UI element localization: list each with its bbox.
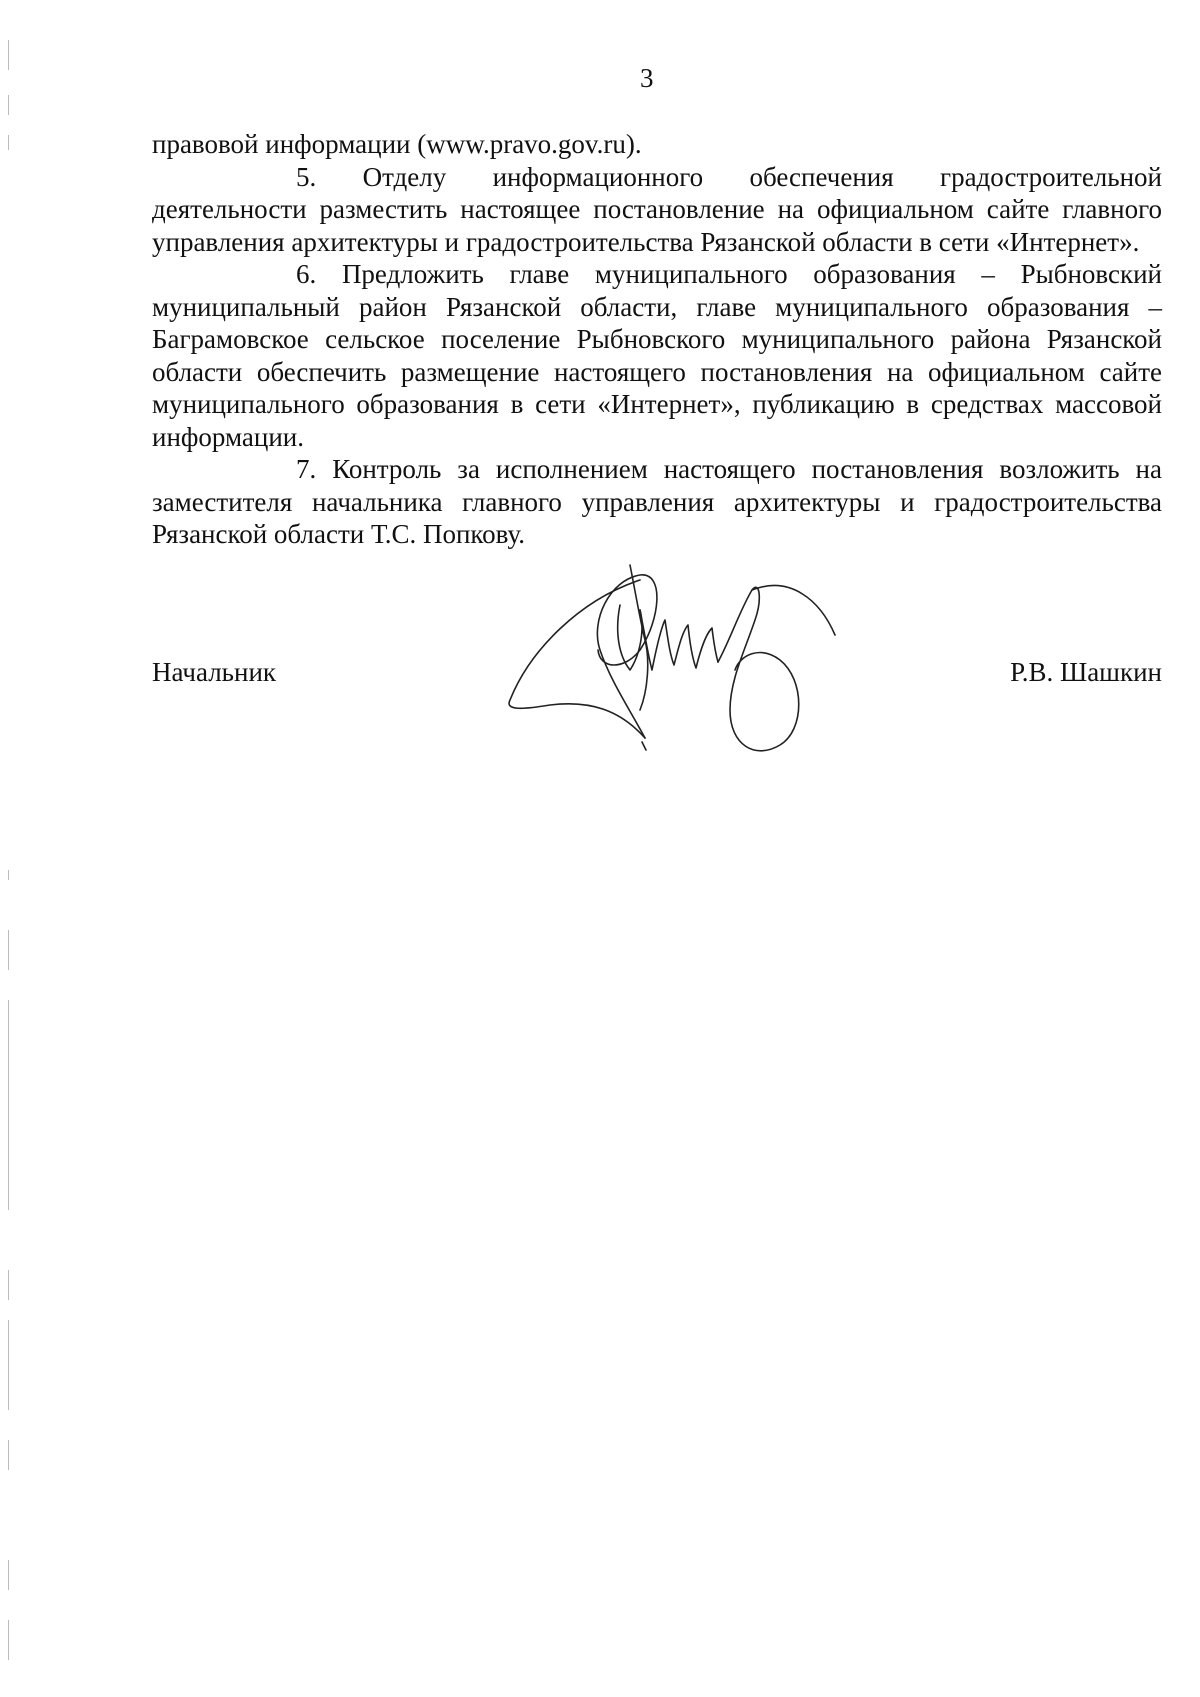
signatory-title: Начальник: [152, 657, 277, 687]
paragraph-number: 7.: [296, 454, 317, 484]
paragraph-text: Контроль за исполнением настоящего постановления возложить на заместителя начальника главного управления архитектуры и градостроительства Рязанской области Т.С. Попкову.: [152, 454, 1162, 549]
signature-block: [152, 656, 1162, 696]
page-number: 3: [640, 63, 654, 93]
paragraph-6: [152, 258, 1162, 453]
continuation-line: правовой информации (www.pravo.gov.ru).: [152, 129, 642, 159]
signatory-name: Р.В. Шашкин: [1010, 657, 1162, 687]
paragraph-text: Отделу информационного обеспечения градостроительной деятельности разместить настоящее постановление на официальном сайте главного управления архитектуры и градостроительства Рязанской области в сети «Интернет».: [152, 161, 1162, 257]
paragraph-7: [152, 453, 1162, 551]
paragraph-5: [152, 161, 1162, 259]
document-body: [152, 128, 1162, 551]
paragraph-number: 5.: [296, 161, 317, 192]
paragraph-number: 6.: [296, 259, 317, 289]
scan-margin-marks: [8, 0, 12, 1697]
paragraph-text: Предложить главе муниципального образования – Рыбновский муниципальный район Рязанской области, главе муниципального образования – Баграмовское сельское поселение Рыбновского муниципального района Рязанской области обеспечить размещение настоящего постановления на официальном сайте муниципального образования в сети «Интернет», публикацию в средствах массовой информации.: [152, 259, 1162, 452]
